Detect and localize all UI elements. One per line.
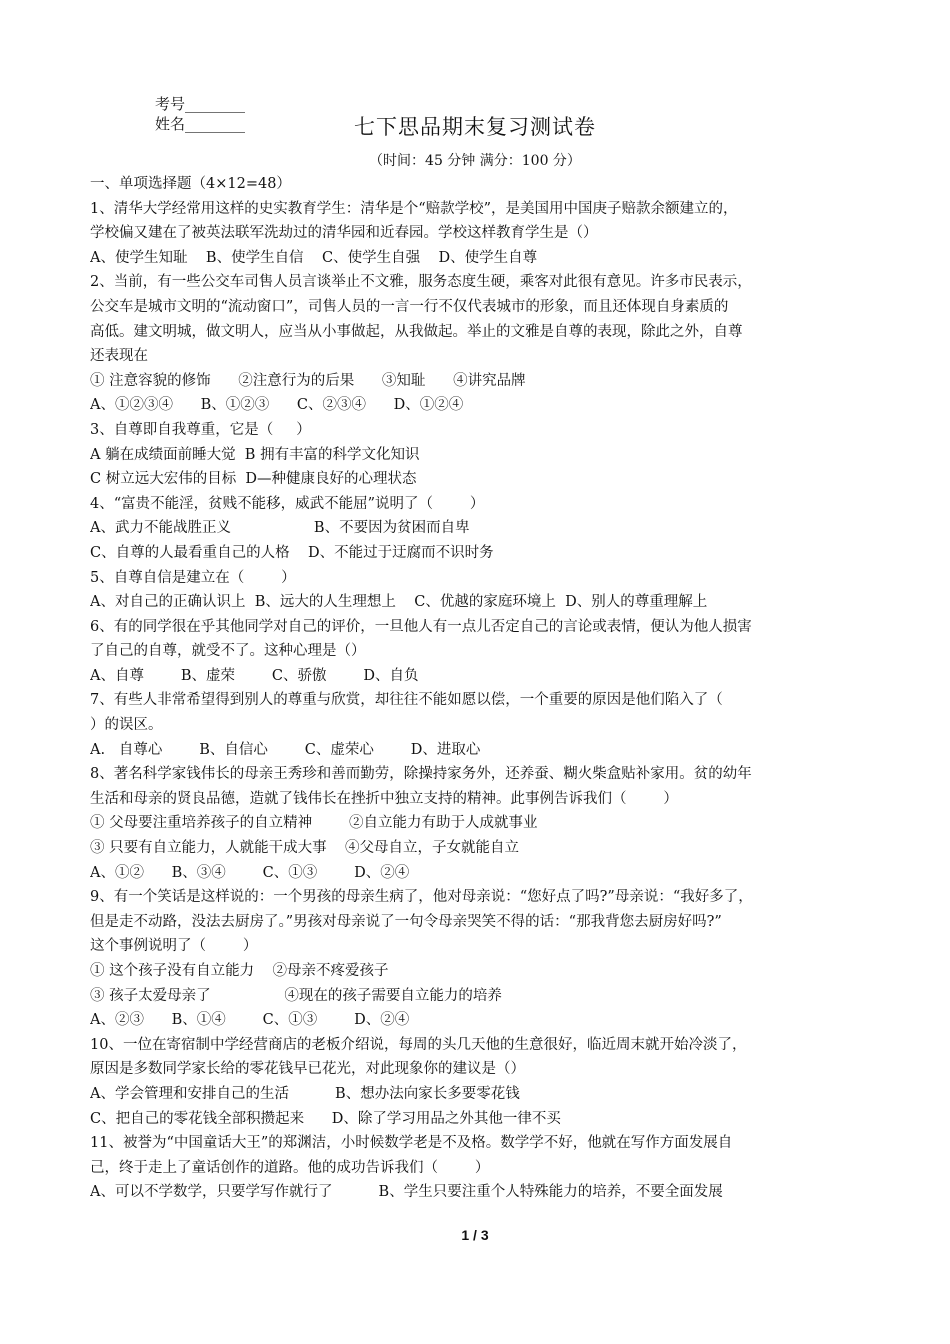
text-line: 了自己的自尊，就受不了。这种心理是（） bbox=[90, 643, 366, 660]
text-line: A、①②③④ B、①②③ C、②③④ D、①②④ bbox=[90, 397, 464, 414]
text-line: ① 注意容貌的修饰 ②注意行为的后果 ③知耻 ④讲究品牌 bbox=[90, 372, 526, 389]
text-line: ① 父母要注重培养孩子的自立精神 ②自立能力有助于人成就事业 bbox=[90, 815, 538, 832]
text-line: 但是走不动路，没法去厨房了。”男孩对母亲说了一句令母亲哭笑不得的话：“那我背您去厨房好吗?” bbox=[90, 913, 722, 930]
text-line: A、可以不学数学，只要学写作就行了 B、学生只要注重个人特殊能力的培养，不要全面发展 bbox=[90, 1184, 723, 1201]
text-line: 己，终于走上了童话创作的道路。他的成功告诉我们（ ） bbox=[90, 1159, 490, 1176]
text-line: 7、有些人非常希望得到别人的尊重与欣赏，却往往不能如愿以偿，一个重要的原因是他们陷入了（ bbox=[90, 692, 723, 709]
text-line: 11、被誉为“中国童话大王”的郑渊洁，小时候数学老是不及格。数学学不好，他就在写作方面发展自 bbox=[90, 1135, 733, 1152]
text-line: A、使学生知耻 B、使学生自信 C、使学生自强 D、使学生自尊 bbox=[90, 249, 538, 266]
text-line: A、武力不能战胜正义 B、不要因为贫困而自卑 bbox=[90, 520, 470, 537]
text-line: 8、著名科学家钱伟长的母亲王秀珍和善而勤劳，除操持家务外，还养蚕、糊火柴盒贴补家用。贫的幼年 bbox=[90, 766, 752, 783]
text-line: 学校偏又建在了被英法联军洗劫过的清华园和近春园。学校这样教育学生是（） bbox=[90, 225, 598, 242]
text-line: C、自尊的人最看重自己的人格 D、不能过于迂腐而不识时务 bbox=[90, 544, 494, 561]
text-line: 2、当前，有一些公交车司售人员言谈举止不文雅，服务态度生硬，乘客对此很有意见。许多市民表示， bbox=[90, 274, 752, 291]
text-line: 4、“富贵不能淫，贫贱不能移，威武不能屈”说明了（ ） bbox=[90, 495, 485, 512]
exam-number-field: 考号________ bbox=[155, 95, 246, 113]
text-line: 3、自尊即自我尊重，它是（ ） bbox=[90, 421, 311, 438]
student-name-field: 姓名________ bbox=[155, 115, 246, 133]
text-line: 原因是多数同学家长给的零花钱早已花光，对此现象你的建议是（） bbox=[90, 1061, 525, 1078]
text-line: A、自尊 B、虚荣 C、骄傲 D、自负 bbox=[90, 667, 419, 684]
text-line: 5、自尊自信是建立在（ ） bbox=[90, 569, 296, 586]
text-line: ③ 只要有自立能力，人就能干成大事 ④父母自立，子女就能自立 bbox=[90, 840, 520, 857]
text-line: C、把自己的零花钱全部积攒起来 D、除了学习用品之外其他一律不买 bbox=[90, 1110, 561, 1127]
text-line: 1、清华大学经常用这样的史实教育学生：清华是个“赔款学校”，是美国用中国庚子赔款余额建立的， bbox=[90, 200, 738, 217]
text-line: 这个事例说明了（ ） bbox=[90, 938, 258, 955]
text-line: 一、单项选择题（4×12=48） bbox=[90, 176, 291, 192]
text-line: 生活和母亲的贤良品德，造就了钱伟长在挫折中独立支持的精神。此事例告诉我们（ ） bbox=[90, 790, 678, 807]
text-line: 9、有一个笑话是这样说的：一个男孩的母亲生病了，他对母亲说：“您好点了吗?”母亲说：“我好多了， bbox=[90, 889, 753, 906]
page-title: 七下思品期末复习测试卷 bbox=[354, 115, 596, 139]
text-line: 10、一位在寄宿制中学经营商店的老板介绍说，每周的头几天他的生意很好，临近周末就开始冷淡了， bbox=[90, 1036, 747, 1053]
text-line: A 躺在成绩面前睡大觉 B 拥有丰富的科学文化知识 bbox=[90, 446, 420, 463]
text-line: A、②③ B、①④ C、①③ D、②④ bbox=[90, 1012, 410, 1029]
text-line: A、学会管理和安排自己的生活 B、想办法向家长多要零花钱 bbox=[90, 1085, 520, 1102]
text-line: ③ 孩子太爱母亲了 ④现在的孩子需要自立能力的培养 bbox=[90, 987, 502, 1004]
text-line: ① 这个孩子没有自立能力 ②母亲不疼爱孩子 bbox=[90, 963, 389, 979]
text-line: A、对自己的正确认识上 B、远大的人生理想上 C、优越的家庭环境上 D、别人的尊重理解上 bbox=[90, 594, 708, 611]
text-line: 高低。建文明城，做文明人，应当从小事做起，从我做起。举止的文雅是自尊的表现，除此之外，自尊 bbox=[90, 323, 743, 340]
question-list bbox=[90, 172, 875, 1205]
text-line: C 树立远大宏伟的目标 D—种健康良好的心理状态 bbox=[90, 471, 417, 488]
text-line: 还表现在 bbox=[90, 348, 148, 365]
text-line: A、①② B、③④ C、①③ D、②④ bbox=[90, 864, 410, 881]
text-line: ）的误区。 bbox=[90, 717, 163, 734]
text-line: 6、有的同学很在乎其他同学对自己的评价，一旦他人有一点儿否定自己的言论或表情，便认为他人损害 bbox=[90, 618, 752, 635]
text-line: 公交车是城市文明的“流动窗口”，司售人员的一言一行不仅代表城市的形象，而且还体现自身素质的 bbox=[90, 298, 729, 315]
page-number: 1 / 3 bbox=[461, 1227, 489, 1243]
text-line: A. 自尊心 B、自信心 C、虚荣心 D、进取心 bbox=[90, 741, 481, 758]
exam-time-score: （时间：45 分钟 满分：100 分） bbox=[369, 153, 581, 169]
